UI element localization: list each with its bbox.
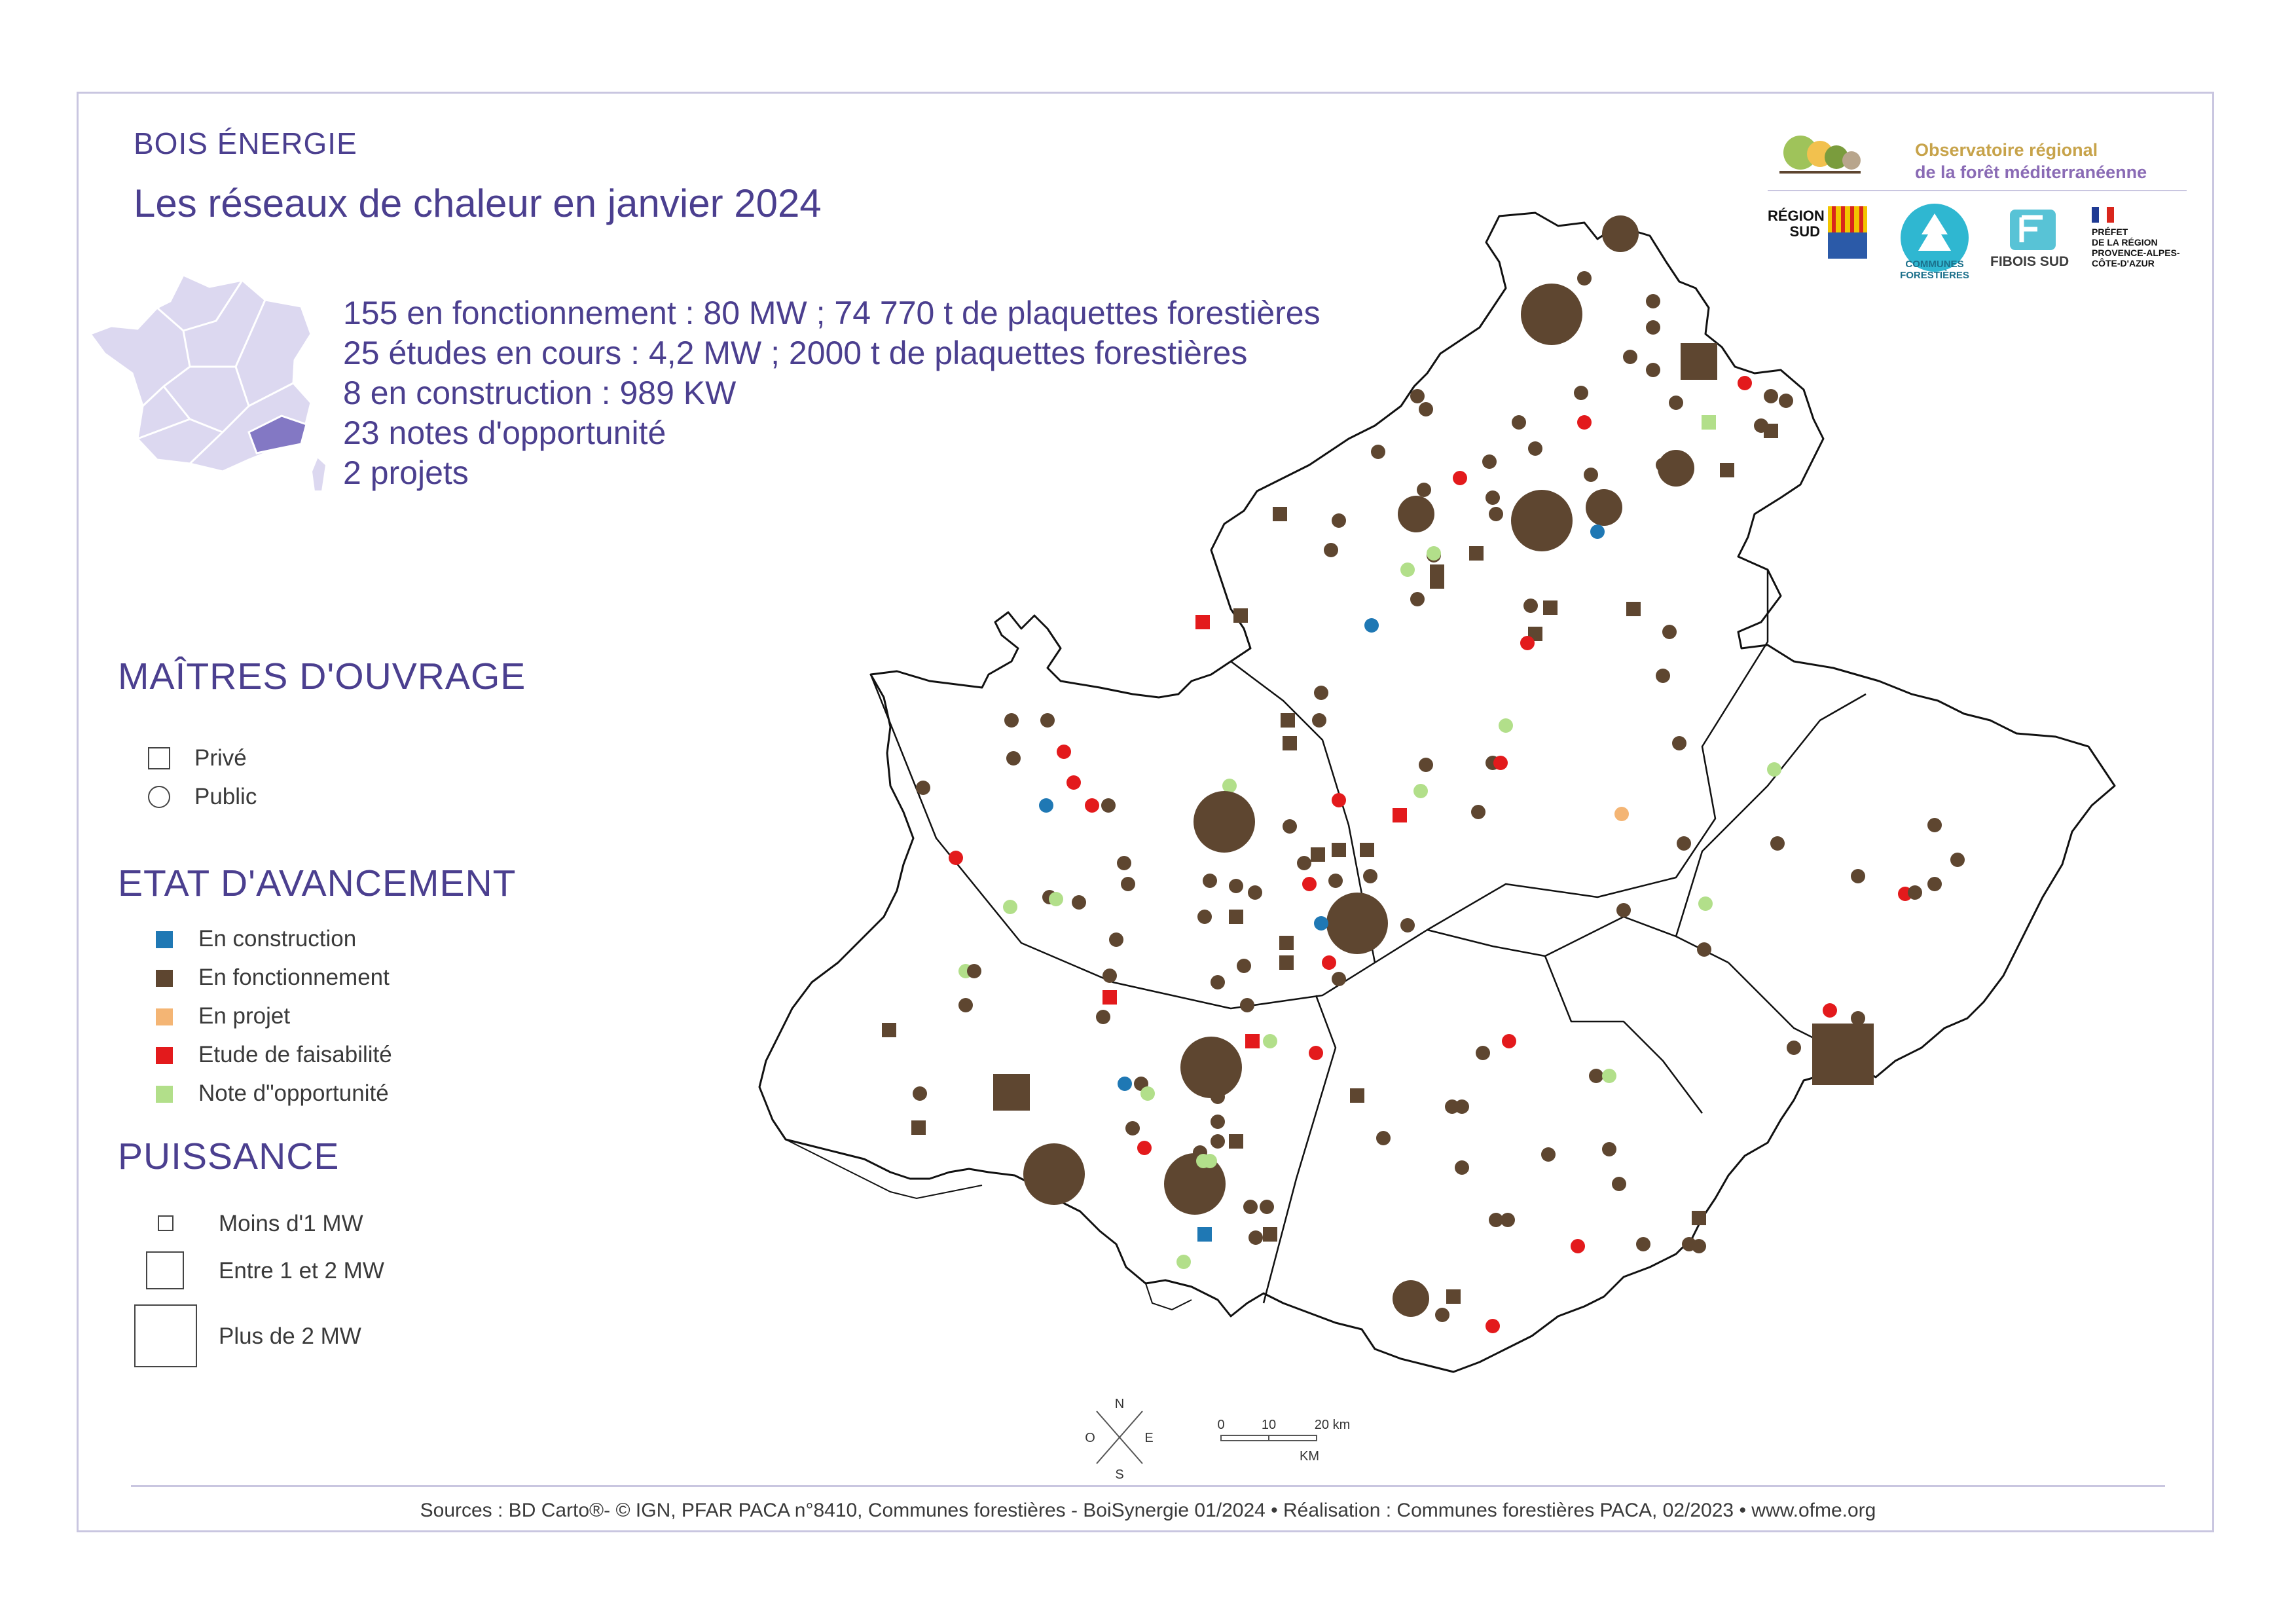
heat-network-marker-note [1698,896,1713,911]
heat-network-marker-fonctionnement [1096,1010,1110,1024]
heat-network-marker-fonctionnement [1006,751,1021,766]
region-sud-shield-icon [1828,206,1867,259]
heat-network-marker-fonctionnement [1662,625,1677,639]
heat-network-marker-fonctionnement [1543,600,1558,615]
heat-network-marker-etude [1137,1141,1152,1155]
heat-network-marker-etude [1485,1319,1500,1333]
heat-network-marker-fonctionnement [1417,483,1431,497]
heat-network-marker-note [1140,1086,1155,1101]
heat-network-marker-fonctionnement [1927,818,1942,832]
heat-network-marker-fonctionnement [1471,805,1485,819]
heat-network-marker-fonctionnement [1203,874,1217,888]
heat-network-marker-fonctionnement [1584,468,1598,482]
legend-construction-label: En construction [198,926,357,951]
heat-network-marker-note [1400,563,1415,577]
heat-network-marker-fonctionnement [1240,998,1254,1012]
heat-network-marker-etude [1322,955,1336,970]
heat-network-marker-note [1003,900,1017,914]
heat-network-marker-fonctionnement [1125,1121,1140,1135]
region-outline [759,213,2115,1372]
heat-network-marker-fonctionnement [1577,271,1592,286]
heat-network-marker-fonctionnement [1311,847,1325,862]
heat-network-marker-note [1222,779,1237,793]
heat-network-marker-note [1767,762,1781,777]
heat-network-marker-note [1427,546,1441,561]
heat-network-marker-note [1602,1069,1616,1083]
heat-network-marker-fonctionnement [1283,736,1297,750]
heat-network-marker-fonctionnement [1523,599,1538,613]
heat-network-marker-fonctionnement [1363,869,1377,883]
heat-network-marker-fonctionnement [1623,350,1637,364]
heat-network-marker-fonctionnement [1927,877,1942,891]
stat-line: 25 études en cours : 4,2 MW ; 2000 t de plaquettes forestières [343,335,1248,371]
heat-network-marker-fonctionnement [1117,856,1131,870]
heat-network-marker-fonctionnement [1501,1213,1515,1227]
heat-network-marker-fonctionnement [1589,1069,1603,1083]
heat-network-marker-fonctionnement [1851,869,1865,883]
heat-network-marker-fonctionnement [1489,507,1503,521]
heat-network-marker-fonctionnement [911,1120,926,1135]
heat-network-marker-fonctionnement [1720,463,1734,477]
heat-network-marker-fonctionnement [1511,490,1573,551]
heat-network-marker-fonctionnement [1692,1211,1706,1225]
heat-network-marker-fonctionnement [1281,713,1295,728]
heat-network-marker-fonctionnement [1669,396,1683,410]
heat-network-marker-fonctionnement [913,1086,927,1101]
heat-network-marker-note [1176,1255,1191,1269]
heat-network-marker-fonctionnement [1677,836,1691,851]
compass-e: E [1144,1431,1154,1445]
logos-divider [1768,190,2187,191]
legend-medium-label: Entre 1 et 2 MW [219,1258,384,1283]
page-title: Les réseaux de chaleur en janvier 2024 [134,181,822,225]
heat-network-marker-fonctionnement [1211,1134,1225,1149]
compass-o: O [1085,1431,1095,1445]
heat-network-marker-fonctionnement [1101,798,1116,813]
legend-etude-label: Etude de faisabilité [198,1042,392,1067]
heat-network-marker-construction [1197,1227,1212,1242]
heat-network-marker-fonctionnement [1248,885,1262,900]
heat-network-marker-fonctionnement [1211,1115,1225,1129]
heat-network-marker-fonctionnement [1512,415,1526,430]
scale-unit: KM [1300,1449,1319,1464]
heat-network-marker-fonctionnement [1243,1200,1258,1214]
heat-network-marker-fonctionnement [1121,877,1135,891]
heat-network-marker-fonctionnement [1612,1177,1626,1191]
heat-network-marker-fonctionnement [1260,1200,1274,1214]
heat-network-marker-fonctionnement [1626,602,1641,616]
heat-network-marker-etude [1195,615,1210,629]
stat-line: 2 projets [343,454,469,491]
heat-network-marker-fonctionnement [1197,910,1212,924]
supertitle: BOIS ÉNERGIE [134,126,357,160]
heat-network-marker-fonctionnement [1779,394,1793,408]
scale-tick-20: 20 km [1314,1418,1351,1432]
heat-network-marker-etude [1085,798,1099,813]
heat-network-marker-fonctionnement [1455,1160,1469,1175]
heat-network-marker-fonctionnement [1764,389,1778,403]
observatoire-logo-text: Observatoire régional de la forêt méditerranéenne [1915,140,2147,182]
legend-small-label: Moins d'1 MW [219,1211,363,1236]
scale-tick-10: 10 [1261,1418,1277,1432]
scale-tick-0: 0 [1217,1418,1225,1432]
heat-network-marker-construction [1314,916,1328,931]
heat-network-marker-fonctionnement [1324,543,1338,557]
heat-network-marker-fonctionnement [1672,736,1686,750]
heat-network-marker-etude [1102,990,1117,1005]
heat-network-marker-etude [1309,1046,1323,1060]
legend-fonctionnement-label: En fonctionnement [198,965,390,990]
heat-network-marker-fonctionnement [1908,885,1922,900]
heat-network-marker-note [1049,892,1063,906]
heat-network-marker-fonctionnement [1194,791,1255,853]
heat-network-marker-fonctionnement [1283,819,1297,834]
heat-network-marker-fonctionnement [1102,969,1117,983]
heat-network-marker-fonctionnement [1360,843,1374,857]
heat-network-marker-fonctionnement [1950,853,1965,867]
heat-network-marker-fonctionnement [1586,489,1622,526]
heat-network-marker-fonctionnement [1263,1227,1277,1242]
heat-network-marker-fonctionnement [1681,343,1717,380]
heat-network-marker-construction [1590,525,1605,539]
heat-network-marker-fonctionnement [1072,895,1086,910]
heat-network-marker-fonctionnement [1770,836,1785,851]
heat-network-marker-fonctionnement [1455,1099,1469,1114]
scale-bar [1211,1414,1381,1467]
heat-network-marker-fonctionnement [1528,441,1542,456]
heat-network-marker-fonctionnement [1616,903,1631,917]
heat-network-marker-fonctionnement [1812,1024,1874,1085]
legend-puissance-title: PUISSANCE [118,1135,340,1177]
heat-network-marker-fonctionnement [1602,215,1639,252]
heat-network-marker-fonctionnement [1023,1143,1085,1205]
heat-network-marker-fonctionnement [1273,507,1287,521]
legend-note-label: Note d"opportunité [198,1080,389,1106]
heat-network-marker-fonctionnement [1851,1011,1865,1025]
heat-network-marker-fonctionnement [1435,1308,1449,1322]
logos-block [1768,124,2187,301]
heat-network-marker-fonctionnement [1328,874,1343,888]
heat-network-marker-etude [1823,1003,1837,1018]
heat-network-marker-fonctionnement [1180,1037,1242,1098]
prefet-logo-text: PRÉFET DE LA RÉGION PROVENCE-ALPES- CÔTE-D'AZUR [2092,227,2180,268]
legend-prive-label: Privé [194,745,247,771]
legend-projet-label: En projet [198,1003,291,1029]
stat-line: 8 en construction : 989 KW [343,375,737,411]
heat-network-marker-fonctionnement [882,1023,896,1037]
heat-network-marker-etude [1066,775,1081,790]
heat-network-marker-fonctionnement [1521,284,1582,345]
region-sud-logo: RÉGION SUD [1768,208,1825,240]
heat-network-marker-fonctionnement [1469,546,1484,561]
heat-network-marker-fonctionnement [1376,1131,1391,1145]
heat-network-marker-fonctionnement [1398,496,1434,532]
compass-s: S [1115,1467,1124,1480]
heat-network-marker-etude [1502,1034,1516,1048]
scale-segment [1221,1435,1269,1441]
scale-segment [1269,1435,1317,1441]
heat-network-marker-fonctionnement [1574,386,1588,400]
communes-forestieres-logo-text: COMMUNES FORESTIÈRES [1900,259,1969,281]
heat-network-marker-construction [1118,1077,1132,1091]
heat-network-marker-construction [1364,618,1379,633]
heat-network-marker-etude [1453,471,1467,485]
heat-network-marker-etude [1302,877,1317,891]
heat-network-marker-fonctionnement [1326,893,1388,954]
heat-network-marker-fonctionnement [1350,1088,1364,1103]
heat-network-marker-fonctionnement [1004,713,1019,728]
heat-network-marker-etude [1520,636,1535,650]
heat-network-marker-etude [1738,376,1752,390]
heat-network-marker-fonctionnement [1332,843,1346,857]
heat-network-marker-note [1413,784,1428,798]
heat-network-marker-note [1203,1154,1217,1168]
heat-network-marker-fonctionnement [993,1074,1030,1111]
heat-network-marker-fonctionnement [1602,1142,1616,1156]
heat-network-marker-fonctionnement [1393,1280,1429,1317]
heat-network-marker-note [1263,1034,1277,1048]
heat-network-marker-fonctionnement [1040,713,1055,728]
heat-network-marker-fonctionnement [1371,445,1385,459]
heat-network-marker-fonctionnement [967,964,981,978]
heat-network-marker-fonctionnement [1419,402,1433,416]
stat-line: 155 en fonctionnement : 80 MW ; 74 770 t de plaquettes forestières [343,295,1321,331]
heat-network-marker-note [1499,718,1513,733]
heat-network-marker-etude [1245,1034,1260,1048]
heat-network-marker-fonctionnement [1410,389,1425,403]
heat-network-marker-construction [1039,798,1053,813]
fibois-logo-icon [2010,210,2056,250]
heat-network-marker-fonctionnement [1446,1289,1461,1304]
heat-network-marker-note [1702,415,1716,430]
heat-network-marker-fonctionnement [1400,918,1415,932]
heat-network-marker-fonctionnement [916,781,930,795]
heat-network-marker-fonctionnement [1764,424,1778,438]
heat-network-marker-fonctionnement [1279,955,1294,970]
heat-network-marker-fonctionnement [1237,959,1251,973]
heat-network-marker-fonctionnement [1332,972,1346,986]
heat-network-marker-fonctionnement [1430,574,1444,589]
legend-etat-title: ETAT D'AVANCEMENT [118,862,517,904]
heat-network-marker-etude [1493,756,1508,770]
heat-network-marker-fonctionnement [1410,592,1425,606]
heat-network-marker-fonctionnement [1656,669,1670,683]
heat-network-marker-fonctionnement [1636,1237,1650,1251]
heat-network-marker-fonctionnement [1314,686,1328,700]
heat-network-marker-fonctionnement [958,998,973,1012]
heat-network-marker-fonctionnement [1656,458,1670,472]
heat-network-marker-fonctionnement [1248,1230,1263,1245]
heat-network-marker-etude [1057,745,1071,759]
heat-network-marker-fonctionnement [1229,1134,1243,1149]
heat-network-marker-fonctionnement [1541,1147,1556,1162]
heat-network-marker-fonctionnement [1279,936,1294,950]
fibois-logo-text: FIBOIS SUD [1990,254,2069,269]
heat-network-marker-fonctionnement [1229,910,1243,924]
heat-network-marker-etude [1332,793,1346,807]
heat-network-marker-fonctionnement [1332,513,1346,528]
heat-network-marker-fonctionnement [1787,1041,1801,1055]
observatoire-logo-icon [1774,128,1866,180]
footer-divider [131,1485,2165,1487]
heat-network-marker-fonctionnement [1211,975,1225,989]
heat-network-marker-fonctionnement [1646,294,1660,308]
heat-network-marker-fonctionnement [1211,1090,1225,1104]
heat-network-marker-fonctionnement [1482,454,1497,469]
heat-network-marker-fonctionnement [1697,942,1711,957]
compass-n: N [1114,1397,1125,1411]
heat-network-marker-projet [1614,807,1629,821]
heat-network-marker-fonctionnement [1229,879,1243,893]
legend-public-label: Public [194,784,257,809]
compass-rose [1080,1395,1159,1480]
heat-network-marker-fonctionnement [1692,1239,1706,1253]
heat-network-marker-etude [949,851,963,865]
legend-maitres-title: MAÎTRES D'OUVRAGE [118,655,526,697]
marianne-flag-icon [2092,207,2114,223]
heat-network-marker-etude [1393,808,1407,822]
heat-network-marker-fonctionnement [1646,363,1660,377]
heat-network-marker-fonctionnement [1297,856,1311,870]
heat-network-marker-etude [1571,1239,1585,1253]
heat-network-marker-fonctionnement [1419,758,1433,772]
heat-network-marker-fonctionnement [1476,1046,1490,1060]
heat-network-marker-fonctionnement [1646,320,1660,335]
heat-network-marker-fonctionnement [1312,713,1326,728]
legend-large-label: Plus de 2 MW [219,1323,361,1349]
heat-network-marker-etude [1577,415,1592,430]
heat-network-marker-fonctionnement [1485,490,1500,505]
footer-sources: Sources : BD Carto®- © IGN, PFAR PACA n°8410, Communes forestières - BoiSynergie 01/2024 • Réalisation : Communes forestières PACA, 02/2023 • www.ofme.org [420,1500,1876,1521]
stat-line: 23 notes d'opportunité [343,415,666,451]
heat-network-marker-fonctionnement [1109,932,1123,947]
heat-network-marker-fonctionnement [1233,608,1248,623]
